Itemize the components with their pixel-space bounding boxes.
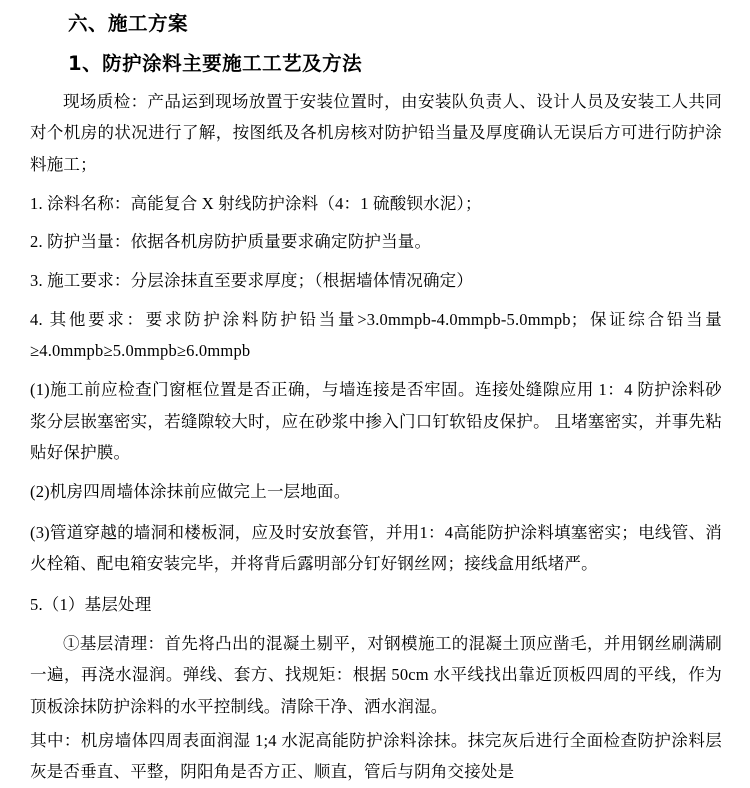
paragraph-item-p3: (3)管道穿越的墙洞和楼板洞，应及时安放套管，并用1：4高能防护涂料填塞密实；电线管、消火栓箱、配电箱安装完毕，并将背后露明部分钉好钢丝网；接线盒用纸堵严。 [30,522,722,574]
paragraph-item-2: 2. 防护当量：依据各机房防护质量要求确定防护当量。 [30,232,432,252]
paragraph-item-5: 5.（1）基层处理 [30,594,152,614]
paragraph-item-p1: (1)施工前应检查门窗框位置是否正确，与墙连接是否牢固。连接处缝隙应用 1：4 防护涂料砂浆分层嵌塞密实，若缝隙较大时，应在砂浆中掺入门口钉软铅皮保护。 且堵塞密实，并事先粘贴好保护膜。 [30,379,722,463]
sub-heading: 1、防护涂料主要施工工艺及方法 [68,52,363,76]
section-heading: 六、施工方案 [68,12,189,35]
paragraph-item-5-2: 其中：机房墙体四周表面润湿 1;4 水泥高能防护涂料涂抹。抹完灰后进行全面检查防护涂料层灰是否垂直、平整，阴阳角是否方正、顺直，管后与阴角交接处是 [30,730,722,782]
paragraph-item-5-1: ①基层清理：首先将凸出的混凝土剔平，对钢模施工的混凝土顶应凿毛，并用钢丝刷满刷一遍，再浇水湿润。弹线、套方、找规矩：根据 50cm 水平线找出靠近顶板四周的平线，作为顶板涂抹防护涂料的水平控制线。清除干净、洒水润湿。 [30,633,722,716]
paragraph-item-1: 1. 涂料名称：高能复合 X 射线防护涂料（4：1 硫酸钡水泥）； [30,193,482,213]
paragraph-item-p2: (2)机房四周墙体涂抹前应做完上一层地面。 [30,481,351,501]
paragraph-item-4: 4. 其他要求：要求防护涂料防护铅当量>3.0mmpb-4.0mmpb-5.0mmpb；保证综合铅当量≥4.0mmpb≥5.0mmpb≥6.0mmpb [30,309,722,361]
paragraph-intro: 现场质检：产品运到现场放置于安装位置时，由安装队负责人、设计人员及安装工人共同对个机房的状况进行了解，按图纸及各机房核对防护铅当量及厚度确认无误后方可进行防护涂料施工； [30,91,722,174]
paragraph-item-3: 3. 施工要求：分层涂抹直至要求厚度；（根据墙体情况确定） [30,270,474,290]
